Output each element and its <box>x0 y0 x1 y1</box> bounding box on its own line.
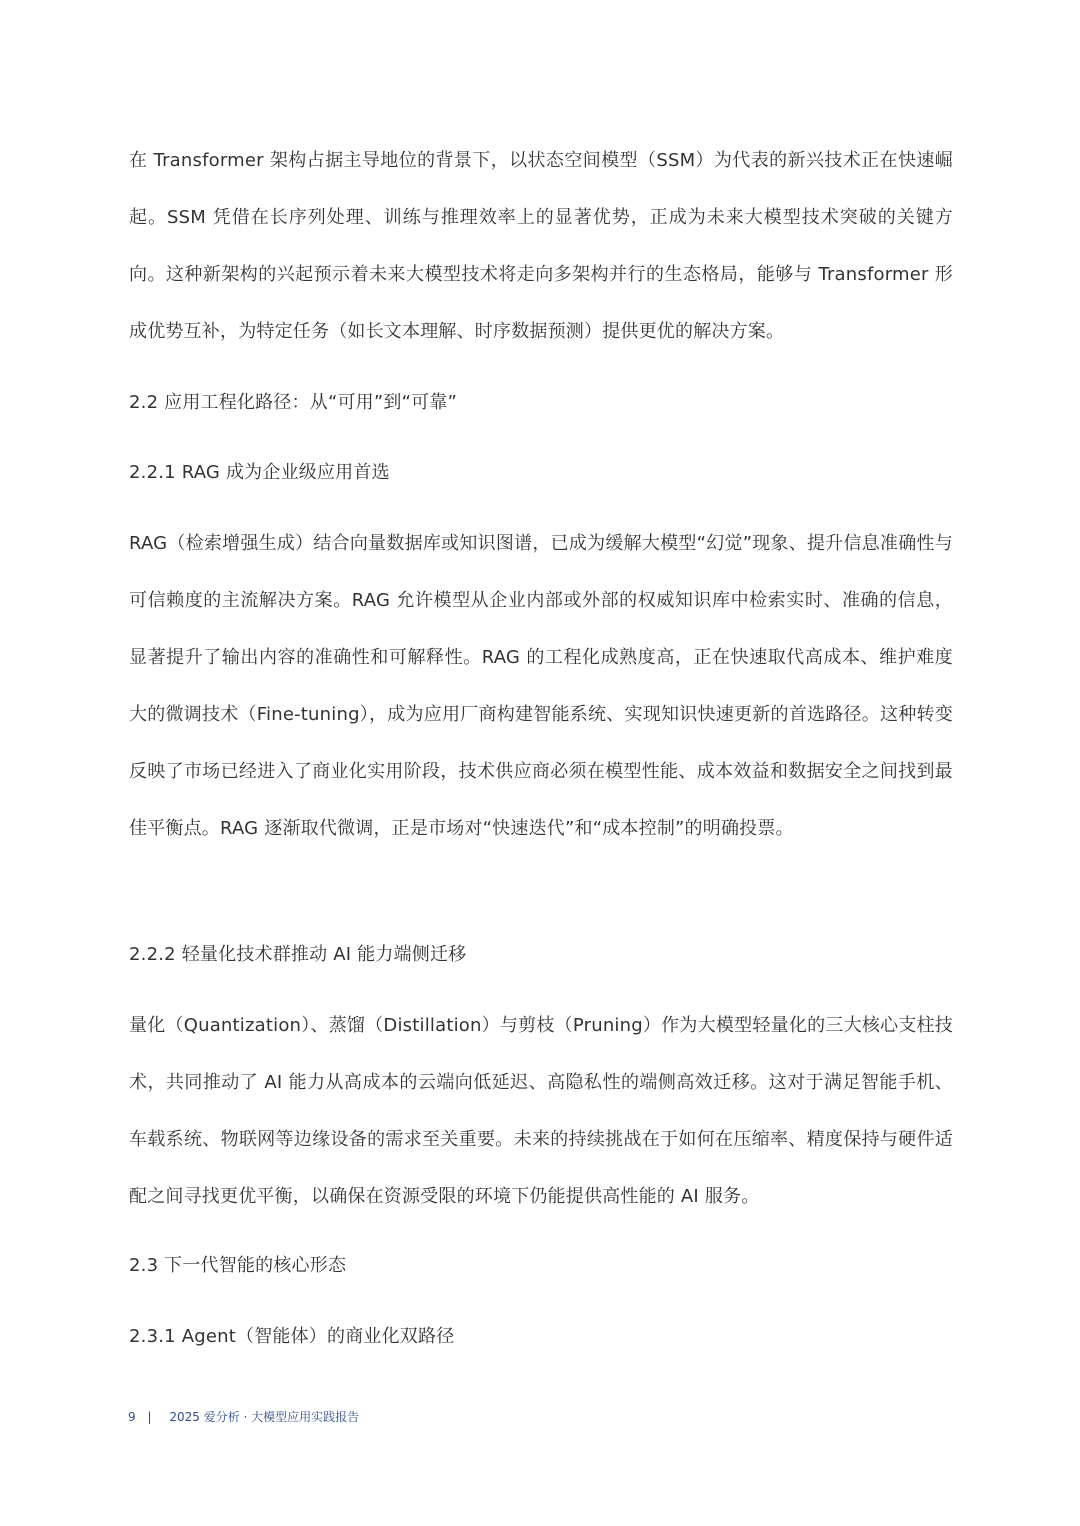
section-heading-2-2: 2.2 应用工程化路径：从“可用”到“可靠” <box>129 392 458 413</box>
paragraph-rag: RAG（检索增强生成）结合向量数据库或知识图谱，已成为缓解大模型“幻觉”现象、提升信息准确性与可信赖度的主流解决方案。RAG 允许模型从企业内部或外部的权威知识库中检索实时、准确的信息，显著提升了输出内容的准确性和可解释性。RAG 的工程化成熟度高，正在快速取代高成本、维护难度大的微调技术（Fine-tuning），成为应用厂商构建智能系统、实现知识快速更新的首选路径。这种转变反映了市场已经进入了商业化实用阶段，技术供应商必须在模型性能、成本效益和数据安全之间找到最佳平衡点。RAG 逐渐取代微调，正是市场对“快速迭代”和“成本控制”的明确投票。 <box>129 533 953 839</box>
paragraph-ssm: 在 Transformer 架构占据主导地位的背景下，以状态空间模型（SSM）为代表的新兴技术正在快速崛起。SSM 凭借在长序列处理、训练与推理效率上的显著优势，正成为未来大模型技术突破的关键方向。这种新架构的兴起预示着未来大模型技术将走向多架构并行的生态格局，能够与 Transformer 形成优势互补，为特定任务（如长文本理解、时序数据预测）提供更优的解决方案。 <box>129 150 953 342</box>
footer-separator: | <box>147 1410 152 1424</box>
page-footer <box>128 1408 359 1425</box>
paragraph-lightweight: 量化（Quantization）、蒸馏（Distillation）与剪枝（Pruning）作为大模型轻量化的三大核心支柱技术，共同推动了 AI 能力从高成本的云端向低延迟、高隐私性的端侧高效迁移。这对于满足智能手机、车载系统、物联网等边缘设备的需求至关重要。未来的持续挑战在于如何在压缩率、精度保持与硬件适配之间寻找更优平衡，以确保在资源受限的环境下仍能提供高性能的 AI 服务。 <box>129 1015 953 1207</box>
page-number: 9 <box>128 1410 136 1424</box>
report-title: 2025 爱分析 · 大模型应用实践报告 <box>169 1410 360 1424</box>
section-heading-2-2-2: 2.2.2 轻量化技术群推动 AI 能力端侧迁移 <box>129 944 467 965</box>
section-heading-2-3-1: 2.3.1 Agent（智能体）的商业化双路径 <box>129 1326 455 1347</box>
section-heading-2-3: 2.3 下一代智能的核心形态 <box>129 1255 347 1276</box>
section-heading-2-2-1: 2.2.1 RAG 成为企业级应用首选 <box>129 462 390 483</box>
